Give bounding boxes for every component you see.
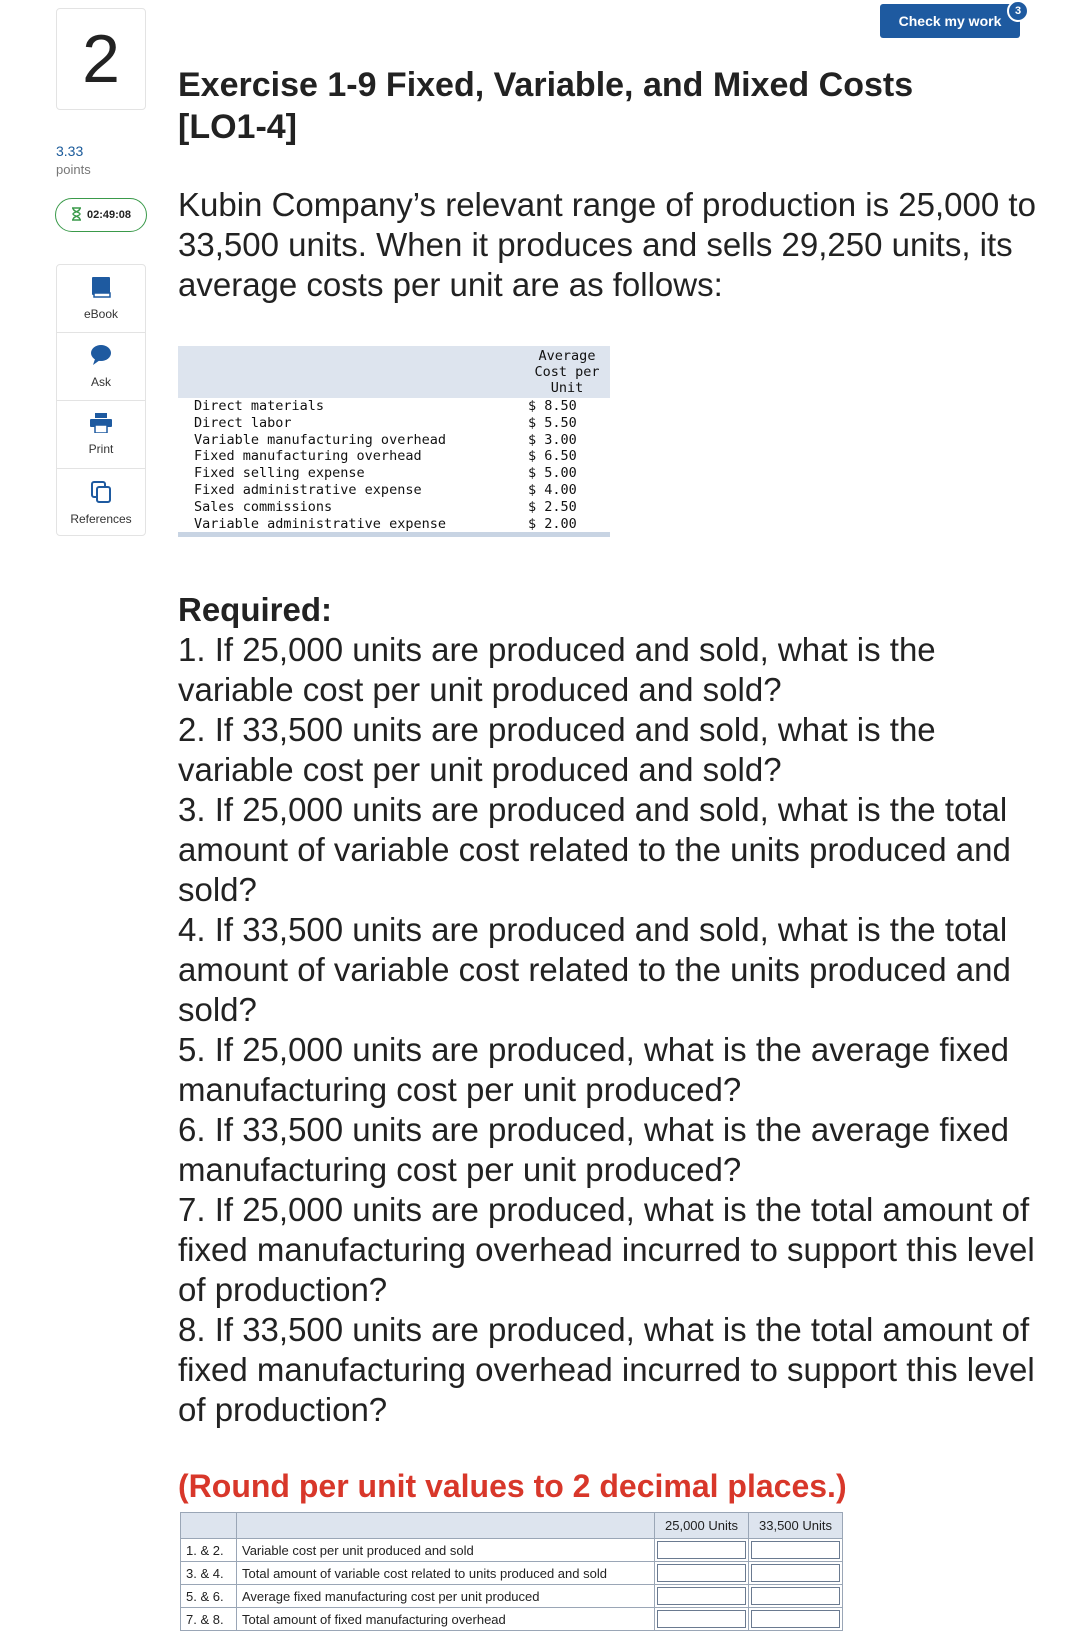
table-row [181,1539,843,1562]
table-row [181,1562,843,1585]
cost-value: $ 5.00 [528,465,577,482]
answer-input-6-33500[interactable] [751,1587,840,1605]
answer-input-5-25000[interactable] [657,1587,746,1605]
ebook-button[interactable] [57,265,145,333]
cost-row [178,415,610,432]
cost-value: $ 2.50 [528,498,577,515]
blank-header-cell [237,1513,655,1539]
cost-row [178,465,610,482]
cost-label: Fixed manufacturing overhead [194,448,422,465]
cost-row [178,448,610,465]
cost-label: Variable administrative expense [194,515,446,532]
exercise-intro: Kubin Company’s relevant range of production is 25,000 to 33,500 units. When it produces and sells 29,250 units, its average costs per unit are as follows: [178,186,1036,303]
cost-label: Fixed selling expense [194,465,365,482]
required-item-5: 5. If 25,000 units are produced, what is the average fixed manufacturing cost per unit produced? [178,1031,1010,1108]
timer-value: 02:49:08 [86,209,132,221]
answer-table [180,1512,843,1631]
print-label: Print [88,442,114,456]
cost-table [178,346,610,537]
answer-input-4-33500[interactable] [751,1564,840,1582]
cost-label: Direct materials [194,398,325,414]
book-icon [91,276,111,301]
answer-input-8-33500[interactable] [751,1610,840,1628]
print-button[interactable] [57,401,145,469]
required-item-4: 4. If 33,500 units are produced and sold, what is the total amount of variable cost related to the units produced and sold? [178,911,1011,1028]
cost-label: Fixed administrative expense [194,481,422,498]
row-label: Total amount of variable cost related to units produced and sold [237,1562,655,1585]
cost-table-header [178,346,610,398]
timer[interactable] [55,198,147,232]
cost-value: $ 8.50 [528,398,577,414]
points-label: points [56,162,91,177]
blank-header-cell [181,1513,237,1539]
cost-value: $ 4.00 [528,481,577,498]
row-ref: 3. & 4. [181,1562,237,1585]
cost-label: Sales commissions [194,498,333,515]
required-heading: Required: [178,591,333,628]
cost-value: $ 3.00 [528,431,577,448]
required-item-6: 6. If 33,500 units are produced, what is the average fixed manufacturing cost per unit produced? [178,1111,1010,1188]
cost-row [178,432,610,449]
row-label: Variable cost per unit produced and sold [237,1539,655,1562]
tools-panel [56,264,146,536]
references-button[interactable] [57,469,145,537]
required-item-8: 8. If 33,500 units are produced, what is the total amount of fixed manufacturing overhead incurred to support this level of production? [178,1311,1035,1428]
exercise-title: Exercise 1-9 Fixed, Variable, and Mixed Costs [LO1-4] [178,66,914,146]
points-value: 3.33 [56,143,84,159]
required-section [178,590,1038,1430]
question-number: 2 [56,8,146,110]
required-item-3: 3. If 25,000 units are produced and sold, what is the total amount of variable cost related to the units produced and sold? [178,791,1011,908]
column-header-33500: 33,500 Units [749,1513,843,1539]
hourglass-icon [71,207,82,224]
ask-button[interactable] [57,333,145,401]
cost-value: $ 6.50 [528,448,577,465]
required-item-1: 1. If 25,000 units are produced and sold, what is the variable cost per unit produced and sold? [178,631,936,708]
table-row [181,1608,843,1631]
required-item-2: 2. If 33,500 units are produced and sold, what is the variable cost per unit produced and sold? [178,711,936,788]
answer-input-1-25000[interactable] [657,1541,746,1559]
cost-row [178,482,610,499]
references-label: References [70,511,132,526]
row-ref: 1. & 2. [181,1539,237,1562]
rounding-note: (Round per unit values to 2 decimal places.) [178,1468,847,1504]
copy-icon [91,481,111,506]
required-item-7: 7. If 25,000 units are produced, what is the total amount of fixed manufacturing overhead incurred to support this level of production? [178,1191,1035,1308]
cost-row [178,398,610,415]
check-my-work-button[interactable]: Check my work [880,4,1020,38]
row-ref: 5. & 6. [181,1585,237,1608]
answer-input-2-33500[interactable] [751,1541,840,1559]
cost-row [178,499,610,516]
cost-label: Variable manufacturing overhead [194,431,446,448]
cost-value: $ 2.00 [528,515,577,532]
attempts-badge: 3 [1007,0,1029,22]
column-header-25000: 25,000 Units [655,1513,749,1539]
row-label: Total amount of fixed manufacturing overhead [237,1608,655,1631]
ebook-label: eBook [83,307,119,321]
printer-icon [90,413,112,436]
cost-value: $ 5.50 [528,414,577,431]
row-label: Average fixed manufacturing cost per unit produced [237,1585,655,1608]
cost-column-header: Average Cost per Unit [534,348,600,396]
answer-input-7-25000[interactable] [657,1610,746,1628]
row-ref: 7. & 8. [181,1608,237,1631]
chat-bubble-icon [90,344,112,369]
answer-header-row [181,1513,843,1539]
cost-label: Direct labor [194,414,292,431]
table-row [181,1585,843,1608]
answer-input-3-25000[interactable] [657,1564,746,1582]
cost-row [178,516,610,533]
ask-label: Ask [90,375,111,389]
